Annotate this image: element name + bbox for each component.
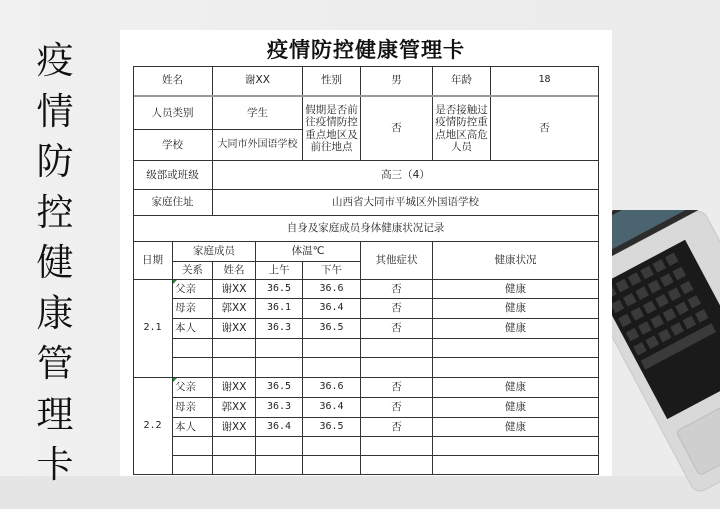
symptoms-cell: 否	[361, 398, 433, 418]
relation-header: 关系	[173, 262, 213, 280]
health-cell: 健康	[433, 398, 599, 418]
relation-cell: 本人	[173, 319, 213, 339]
pm-temp-cell: 36.5	[303, 319, 361, 339]
relation-cell	[173, 456, 213, 475]
pm-temp-cell: 36.5	[303, 418, 361, 437]
health-cell	[433, 339, 599, 358]
health-cell: 健康	[433, 299, 599, 319]
gender-label: 性别	[303, 66, 361, 96]
pm-temp-cell: 36.6	[303, 280, 361, 299]
health-cell	[433, 456, 599, 475]
class-value: 高三（4）	[213, 161, 599, 190]
school-value: 大同市外国语学校	[213, 130, 303, 161]
member-name-cell: 谢XX	[213, 280, 256, 299]
pm-temp-cell	[303, 456, 361, 475]
temperature-header: 体温℃	[256, 242, 361, 262]
record-date: 2.1	[133, 280, 173, 378]
pm-temp-cell	[303, 358, 361, 378]
contact-answer: 否	[491, 97, 599, 161]
am-temp-cell	[256, 437, 303, 456]
name-value: 谢XX	[213, 66, 303, 96]
member-name-cell	[213, 358, 256, 378]
am-header: 上午	[256, 262, 303, 280]
travel-answer: 否	[361, 97, 433, 161]
member-name-cell	[213, 339, 256, 358]
relation-cell	[173, 358, 213, 378]
member-name-cell	[213, 456, 256, 475]
family-header: 家庭成员	[173, 242, 256, 262]
symptoms-cell: 否	[361, 378, 433, 398]
symptoms-header: 其他症状	[361, 242, 433, 280]
am-temp-cell	[256, 339, 303, 358]
relation-cell: 本人	[173, 418, 213, 437]
address-label: 家庭住址	[133, 190, 213, 216]
am-temp-cell: 36.5	[256, 378, 303, 398]
gender-value: 男	[361, 66, 433, 96]
member-name-cell: 谢XX	[213, 418, 256, 437]
am-temp-cell	[256, 456, 303, 475]
pm-temp-cell: 36.4	[303, 398, 361, 418]
health-cell	[433, 437, 599, 456]
pm-header: 下午	[303, 262, 361, 280]
symptoms-cell	[361, 358, 433, 378]
symptoms-cell: 否	[361, 418, 433, 437]
pm-temp-cell	[303, 339, 361, 358]
member-name-cell: 谢XX	[213, 378, 256, 398]
side-title-char: 康	[36, 291, 74, 335]
pm-temp-cell: 36.4	[303, 299, 361, 319]
relation-cell: 父亲	[173, 378, 213, 398]
health-header: 健康状况	[433, 242, 599, 280]
record-section-title: 自身及家庭成员身体健康状况记录	[133, 216, 599, 242]
member-name-cell: 郭XX	[213, 299, 256, 319]
relation-cell: 母亲	[173, 299, 213, 319]
date-header: 日期	[133, 242, 173, 280]
symptoms-cell	[361, 456, 433, 475]
symptoms-cell: 否	[361, 280, 433, 299]
name-label: 姓名	[133, 66, 213, 96]
relation-cell: 母亲	[173, 398, 213, 418]
side-title-char: 情	[36, 89, 74, 133]
relation-cell	[173, 437, 213, 456]
health-cell: 健康	[433, 418, 599, 437]
pm-temp-cell	[303, 437, 361, 456]
school-label: 学校	[133, 130, 213, 161]
health-cell: 健康	[433, 378, 599, 398]
health-cell: 健康	[433, 280, 599, 299]
am-temp-cell: 36.1	[256, 299, 303, 319]
contact-question: 是否接触过疫情防控重点地区高危人员	[433, 97, 491, 161]
am-temp-cell	[256, 358, 303, 378]
member-name-cell: 郭XX	[213, 398, 256, 418]
address-value: 山西省大同市平城区外国语学校	[213, 190, 599, 216]
am-temp-cell: 36.3	[256, 398, 303, 418]
symptoms-cell: 否	[361, 299, 433, 319]
member-name-cell: 谢XX	[213, 319, 256, 339]
side-title-char: 健	[36, 241, 74, 284]
side-title-char: 疫	[36, 39, 74, 82]
symptoms-cell	[361, 437, 433, 456]
relation-cell: 父亲	[173, 280, 213, 299]
am-temp-cell: 36.4	[256, 418, 303, 437]
am-temp-cell: 36.3	[256, 319, 303, 339]
record-date: 2.2	[133, 378, 173, 475]
am-temp-cell: 36.5	[256, 280, 303, 299]
health-cell: 健康	[433, 319, 599, 339]
member-name-cell	[213, 437, 256, 456]
category-label: 人员类别	[133, 97, 213, 130]
side-title-char: 防	[36, 140, 74, 183]
relation-cell	[173, 339, 213, 358]
age-value: 18	[491, 66, 599, 96]
age-label: 年龄	[433, 66, 491, 96]
symptoms-cell	[361, 339, 433, 358]
class-label: 级部或班级	[133, 161, 213, 190]
category-value: 学生	[213, 97, 303, 130]
travel-question: 假期是否前往疫情防控重点地区及前往地点	[303, 97, 361, 161]
side-title-char: 控	[36, 190, 74, 234]
side-title-char: 卡	[36, 443, 74, 486]
symptoms-cell: 否	[361, 319, 433, 339]
side-title-char: 理	[36, 392, 74, 436]
document-title: 疫情防控健康管理卡	[267, 37, 465, 62]
member-name-header: 姓名	[213, 262, 256, 280]
health-cell	[433, 358, 599, 378]
pm-temp-cell: 36.6	[303, 378, 361, 398]
side-title-char: 管	[36, 342, 74, 385]
